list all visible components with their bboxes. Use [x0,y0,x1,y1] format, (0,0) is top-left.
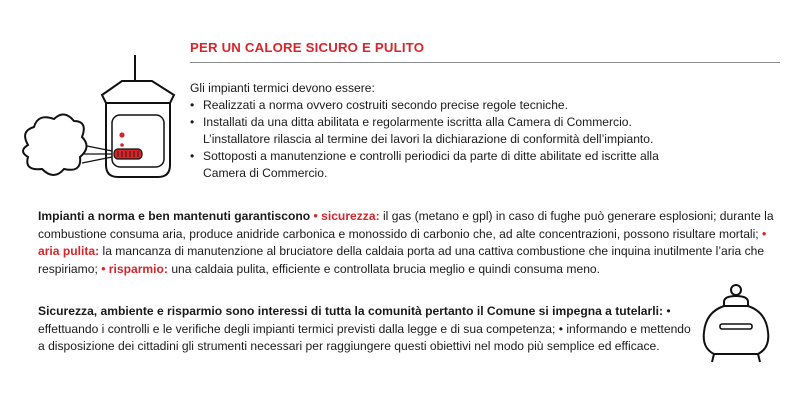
section-title: PER UN CALORE SICURO E PULITO [190,40,425,55]
sicurezza-text: il gas (metano e gpl) in caso di fughe può generare esplosioni; durante la combustione consuma aria, produce anidride carbonica e monossido di carbonio che, ad alte concentrazioni, possono risultare mortali; [38,209,774,241]
requirements-lead: Gli impianti termici devono essere: [190,81,375,95]
community-item-information: • informando e mettendo a disposizione dei cittadini gli strumenti necessari per raggiungere questi obiettivi nel modo più semplice ed efficace. [38,321,691,353]
requirement-item: • Realizzati a norma ovvero costruiti secondo precise regole tecniche. [190,97,780,114]
piggy-bank-icon [696,282,776,366]
community-paragraph [38,303,698,356]
boiler-icon [18,55,190,205]
benefits-paragraph [38,208,783,278]
requirement-item [190,114,780,148]
community-lead: Sicurezza, ambiente e risparmio sono interessi di tutta la comunità pertanto il Comune si impegna a tutelarli: [38,304,663,318]
community-item-controls: • effettuando i controlli e le verifiche degli impianti termici previsti dalla legge e di sua competenza; [38,304,671,336]
requirement-text: Installati da una ditta abilitata e regolarmente iscritta alla Camera di Commercio. [203,115,632,129]
aria-pulita-text: la mancanza di manutenzione al bruciatore della caldaia porta ad una cattiva combustione che inquina inutilmente l’aria che respiriamo; [38,244,765,276]
benefits-lead: Impianti a norma e ben mantenuti garantiscono [38,209,311,223]
requirement-subtext: L’installatore rilascia al termine dei lavori la dichiarazione di conformità dell’impianto. [203,132,654,146]
title-divider [190,62,780,63]
risparmio-label: • risparmio: [101,261,168,276]
requirements-list [190,97,780,182]
requirement-item: • Sottoposti a manutenzione e controlli periodici da parte di ditte abilitate ed iscritte alla Camera di Commercio. [190,148,703,182]
aria-pulita-label: • aria pulita: [38,226,767,258]
risparmio-text: una caldaia pulita, efficiente e controllata brucia meglio e quindi consuma meno. [171,261,601,276]
sicurezza-label: • sicurezza: [313,209,380,223]
requirements-block [190,80,780,182]
